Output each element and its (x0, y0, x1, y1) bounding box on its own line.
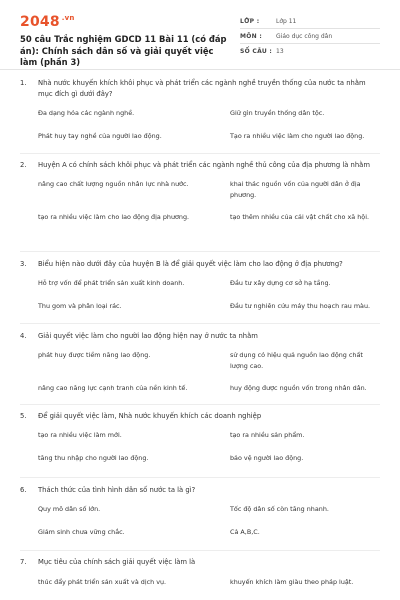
question-divider (20, 404, 380, 405)
question-divider (20, 153, 380, 154)
option-a[interactable]: thúc đẩy phát triển sản xuất và dịch vụ. (38, 578, 167, 586)
option-b[interactable]: Tốc độ dân số còn tăng nhanh. (230, 505, 329, 513)
question-number: 2. (20, 161, 27, 169)
question-number: 4. (20, 332, 27, 340)
question-number: 5. (20, 412, 27, 420)
option-b[interactable]: sử dụng có hiệu quả nguồn lao động chất lượng cao. (230, 351, 363, 370)
document-header (20, 14, 380, 68)
question-1 (20, 78, 380, 153)
options-grid (38, 108, 380, 153)
option-a[interactable]: nâng cao chất lượng nguồn nhân lực nhà nước. (38, 180, 189, 188)
meta-label: MÔN : (240, 32, 263, 40)
options-grid (38, 179, 380, 235)
option-b[interactable]: Giữ gìn truyền thống dân tộc. (230, 109, 325, 117)
meta-table (240, 14, 380, 58)
option-d[interactable]: Tạo ra nhiều việc làm cho người lao động. (230, 131, 365, 140)
site-logo[interactable] (20, 14, 75, 30)
question-divider (20, 323, 380, 324)
question-text: Để giải quyết việc làm, Nhà nước khuyến khích các doanh nghiệp (38, 412, 262, 420)
meta-row-class (240, 14, 380, 29)
header-divider (0, 69, 400, 70)
question-divider (20, 550, 380, 551)
option-a[interactable]: tạo ra nhiều việc làm mới. (38, 431, 122, 439)
option-b[interactable]: khuyến khích làm giàu theo pháp luật. (230, 578, 354, 586)
question-text: Huyện A có chính sách khôi phục và phát triển các ngành nghề thủ công của địa phương là nhằm (38, 161, 370, 169)
logo-domain: .vn (61, 14, 75, 23)
option-d[interactable]: huy động được nguồn vốn trong nhân dân. (230, 384, 367, 392)
question-number: 6. (20, 486, 27, 494)
option-b[interactable]: khai thác nguồn vốn của người dân ở địa phương. (230, 180, 361, 199)
question-4 (20, 331, 380, 406)
option-c[interactable]: tạo ra nhiều việc làm cho lao động địa phương. (38, 213, 190, 221)
question-text: Biểu hiện nào dưới đây của huyện B là để giải quyết việc làm cho lao động ở địa phương? (38, 260, 343, 268)
option-d[interactable]: tạo thêm nhiều của cải vật chất cho xã hội. (230, 213, 369, 221)
option-d[interactable]: bảo vệ người lao động. (230, 453, 304, 462)
options-grid (38, 504, 380, 549)
question-text: Mục tiêu của chính sách giải quyết việc làm là (38, 558, 196, 566)
question-divider (20, 251, 380, 252)
meta-value: 13 (276, 47, 284, 55)
option-c[interactable]: Phát huy tay nghề của người lao động. (38, 131, 162, 140)
option-a[interactable]: Quy mô dân số lớn. (38, 505, 101, 513)
question-number: 7. (20, 558, 27, 566)
options-grid (38, 577, 380, 600)
question-text: Thách thức của tình hình dân số nước ta là gì? (38, 486, 196, 494)
logo-text: 2048 (20, 14, 60, 30)
option-c[interactable]: Thu gom và phân loại rác. (38, 301, 122, 310)
question-divider (20, 477, 380, 478)
meta-label: LỚP : (240, 17, 260, 25)
option-b[interactable]: Đầu tư xây dựng cơ sở hạ tầng. (230, 279, 331, 287)
option-a[interactable]: Đa dạng hóa các ngành nghề. (38, 109, 135, 117)
question-text: Giải quyết việc làm cho người lao động hiện nay ở nước ta nhằm (38, 332, 258, 340)
question-7 (20, 557, 380, 600)
option-d[interactable]: Đầu tư nghiên cứu máy thu hoạch rau màu. (230, 301, 371, 310)
question-number: 1. (20, 79, 27, 87)
question-5 (20, 411, 380, 475)
option-c[interactable]: tăng thu nhập cho người lao động. (38, 453, 149, 462)
question-text: Nhà nước khuyến khích khôi phục và phát triển các ngành nghề truyền thống của nước ta nhằm mục đích gì dưới đây? (38, 79, 366, 98)
page-title: 50 câu Trắc nghiệm GDCD 11 Bài 11 (có đáp án): Chính sách dân số và giải quyết việc làm (phần 3) (20, 34, 227, 67)
meta-label: SỐ CÂU : (240, 47, 273, 55)
option-c[interactable]: Giảm sinh chưa vững chắc. (38, 527, 125, 536)
option-b[interactable]: tạo ra nhiều sản phẩm. (230, 431, 305, 439)
option-a[interactable]: Hỗ trợ vốn để phát triển sản xuất kinh doanh. (38, 279, 185, 287)
option-d[interactable]: Cả A,B,C. (230, 527, 260, 536)
question-6 (20, 485, 380, 549)
options-grid (38, 350, 380, 406)
option-a[interactable]: phát huy được tiềm năng lao động. (38, 351, 151, 359)
meta-value: Giáo dục công dân (276, 32, 333, 40)
options-grid (38, 278, 380, 323)
meta-value: Lớp 11 (276, 17, 297, 25)
meta-row-count (240, 44, 380, 58)
option-c[interactable]: nâng cao năng lực cạnh tranh của nền kinh tế. (38, 384, 188, 392)
options-grid (38, 430, 380, 475)
question-number: 3. (20, 260, 27, 268)
meta-row-subject (240, 29, 380, 44)
question-3 (20, 259, 380, 323)
question-2 (20, 160, 380, 235)
